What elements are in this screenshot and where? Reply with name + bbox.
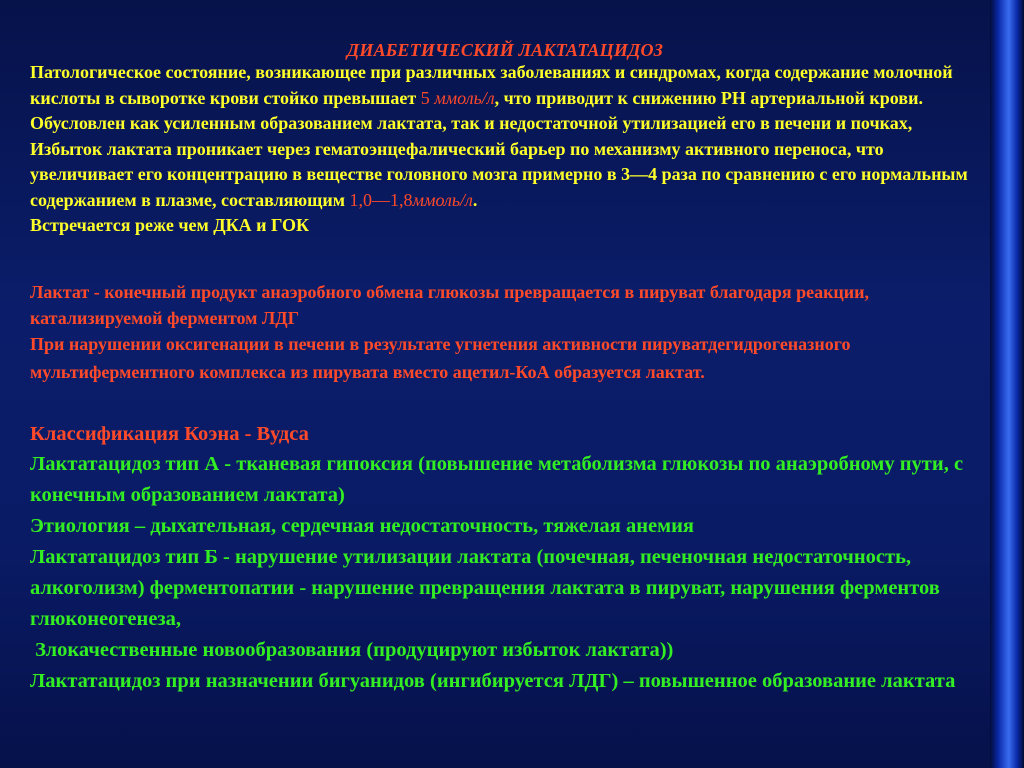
classification-list [30, 449, 980, 697]
normal-range-value: 1,0—1,8 [349, 189, 413, 210]
definition-text-3: . [472, 189, 478, 210]
list-item: Этиология – дыхательная, сердечная недостаточность, тяжелая анемия [30, 515, 694, 537]
threshold-unit: ммоль/л [434, 87, 495, 108]
classification-heading: Классификация Коэна - Вудса [30, 423, 309, 445]
list-item: Лактатацидоз тип Б - нарушение утилизации лактата (почечная, печеночная недостаточность, алкоголизм) ферментопатии - нарушение превращения лактата в пируват, нарушения ферментов глюконеогенеза, [30, 546, 940, 630]
list-item: Злокачественные новообразования (продуцируют избыток лактата)) [30, 639, 674, 661]
list-item: Лактатацидоз при назначении бигуанидов (ингибируется ЛДГ) – повышенное образование лактата [30, 670, 956, 692]
oxygenation-note: При нарушении оксигенации в печени в результате угнетения активности пируватдегидрогеназного мультиферментного комплекса из пирувата вместо ацетил-КоА образуется лактат. [30, 334, 851, 382]
definition-paragraph [30, 60, 980, 239]
threshold-value: 5 [420, 87, 435, 108]
slide-side-bar [990, 0, 1024, 768]
lactate-note: Лактат - конечный продукт анаэробного обмена глюкозы превращается в пируват благодаря реакции, катализируемой ферментом ЛДГ [30, 282, 870, 328]
definition-text-1: Патологическое состояние, возникающее при различных заболеваниях и синдромах, когда содержание молочной кислоты в сыворотке крови стойко превышает [30, 62, 953, 108]
normal-range-unit: ммоль/л [412, 189, 473, 210]
slide-title: ДИАБЕТИЧЕСКИЙ ЛАКТАТАЦИДОЗ [346, 40, 664, 60]
definition-last-line: Встречается реже чем ДКА и ГОК [30, 215, 310, 235]
list-item: Лактатацидоз тип А - тканевая гипоксия (повышение метаболизма глюкозы по анаэробному пути, с конечным образованием лактата) [30, 453, 964, 506]
definition-text-2: , что приводит к снижению РН артериальной крови. Обусловлен как усиленным образованием лактата, так и недостаточной утилизацией его в печени и почках, Избыток лактата проникает через гематоэнцефалический барьер по механизму активного переноса, что увеличивает его концентрацию в веществе головного мозга примерно в 3—4 раза по сравнению с его нормальным содержанием в плазме, составляющим [30, 87, 968, 210]
